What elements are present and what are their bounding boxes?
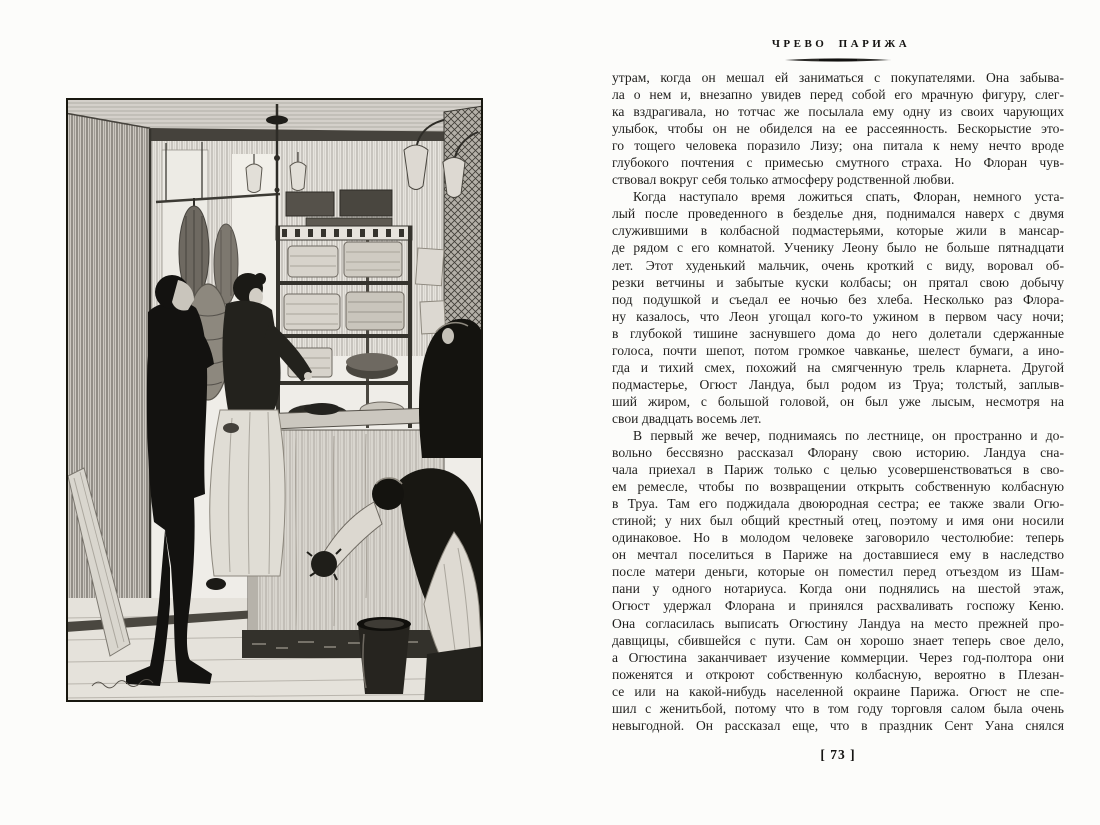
text-line: поженятся и откроют собственную колбасную, вероятно в Плезан- xyxy=(612,666,1064,682)
header-rule-ornament xyxy=(612,58,1064,62)
text-line: одинаковое. Но в молодом человеке заговорило честолюбие: теперь xyxy=(612,530,1064,546)
text-line: лый после проведенного в безделье дня, поднимался наверх с двумя xyxy=(612,206,1064,222)
text-line: свои двадцать восемь лет. xyxy=(612,410,762,426)
text-line: подмастерье, Огюст Ландуа, был родом из Труа; толстый, заплыв- xyxy=(612,376,1064,392)
text-column xyxy=(612,69,1064,737)
text-line: ем ремесле, чтобы по возвращении открыть собственную колбасную xyxy=(612,479,1064,495)
text-line: Огюст удержал Флорана и принялся расхваливать госпожу Кеню. xyxy=(612,598,1064,614)
text-line: голоса, почти шепот, потом громкое чавканье, шелест бумаги, а ино- xyxy=(612,342,1064,358)
trellis-screen xyxy=(444,106,483,333)
text-line: гда и тихий смех, похожий на смягченную трель кларнета. Другой xyxy=(612,359,1064,375)
text-line: после матери деньги, которые он поместил перед отъездом из Шам- xyxy=(612,564,1064,580)
text-line: утрам, когда он мешал ей заниматься с покупателями. Она забыва- xyxy=(612,70,1064,85)
text-line: ну казалось, что Леон угощал кого-то ужином в первом часу ночи; xyxy=(612,308,1064,324)
text-line: де рядом с его комнатой. Ученику Леону было не больше пятнадцати xyxy=(612,240,1064,256)
text-line: Она согласилась выписать Огюстину Ландуа на место прежней про- xyxy=(612,615,1064,631)
text-line: в Труа. Там его поджидала двоюродная сестра; ее также звали Огю- xyxy=(612,496,1064,512)
text-line: невыгодной. Он рассказал еще, что в праздник Сент Уана снялся xyxy=(612,717,1064,733)
bucket xyxy=(357,617,411,694)
text-line: резки ветчины и забытые куски колбасы; он прятал свою добычу xyxy=(612,274,1064,290)
text-line: под подушкой и съедал ее ночью без хлеба. Несколько раз Флора- xyxy=(612,291,1064,307)
running-header: ЧРЕВО ПАРИЖА xyxy=(771,38,911,50)
text-line: В первый же вечер, поднимаясь по лестнице, он пространно и до- xyxy=(633,427,1064,443)
tapered-rule-icon xyxy=(785,58,891,62)
page-number: [ 73 ] xyxy=(820,747,856,762)
text-line: чала приехал в Париж только с целью усовершенствоваться в сво- xyxy=(612,462,1064,478)
text-line: служившими в колбасной подмастерьями, которые жили в мансар- xyxy=(612,223,1064,239)
text-line: глубокого почтения с примесью смутного страха. Но Флоран чув- xyxy=(612,155,1064,171)
text-line: давщицы, сбившейся с пути. Сам он хорошо знает теперь свое дело, xyxy=(612,632,1064,648)
text-line: ла о нем и, внезапно увидев перед собой его мрачную фигуру, слег- xyxy=(612,87,1064,103)
text-line: Когда наступало время ложиться спать, Флоран, немного уста- xyxy=(633,189,1064,205)
text-line: се или на какой-нибудь населенной окраине Парижа. Огюст не спе- xyxy=(612,683,1064,699)
illustration xyxy=(66,98,483,702)
text-line: пани у одного нотариуса. Когда они поднялись на шестой этаж, xyxy=(612,581,1064,597)
text-line: в глубокой тишине заснувшего дома до него долетали сдержанные xyxy=(612,325,1064,341)
engraving-scene xyxy=(66,98,483,702)
text-line: стиной; у них был общий крестный отец, поэтому и имя они носили xyxy=(612,513,1064,529)
text-line: а Огюстина заканчивает изучение коммерции. Через год-полтора они xyxy=(612,649,1064,665)
text-line: ствовал вокруг себя только атмосферу родственной любви. xyxy=(612,172,955,188)
text-line: го тощего человека поразило Лизу; она питала к нему нечто вроде xyxy=(612,138,1064,154)
text-line: лет. Этот худенький мальчик, очень кроткий с виду, воровал об- xyxy=(612,257,1064,273)
text-line: ший жиром, с большой головой, он был уже лысым, несмотря на xyxy=(612,393,1064,409)
text-line: ка вздрагивала, но тотчас же посылала ему одну из своих чарующих xyxy=(612,104,1064,120)
text-line: он мечтал поселиться в Париже на доставшиеся ему в наследство xyxy=(612,547,1064,563)
text-line: шил с женитьбой, потому что в том году торговля салом была очень xyxy=(612,700,1064,716)
text-line: улыбок, чтобы он не обиделся на ее рассеянность. Бескорыстие это- xyxy=(612,121,1064,137)
text-line: вольно бессвязно рассказал Флорану свою историю. Ландуа сна- xyxy=(612,445,1064,461)
